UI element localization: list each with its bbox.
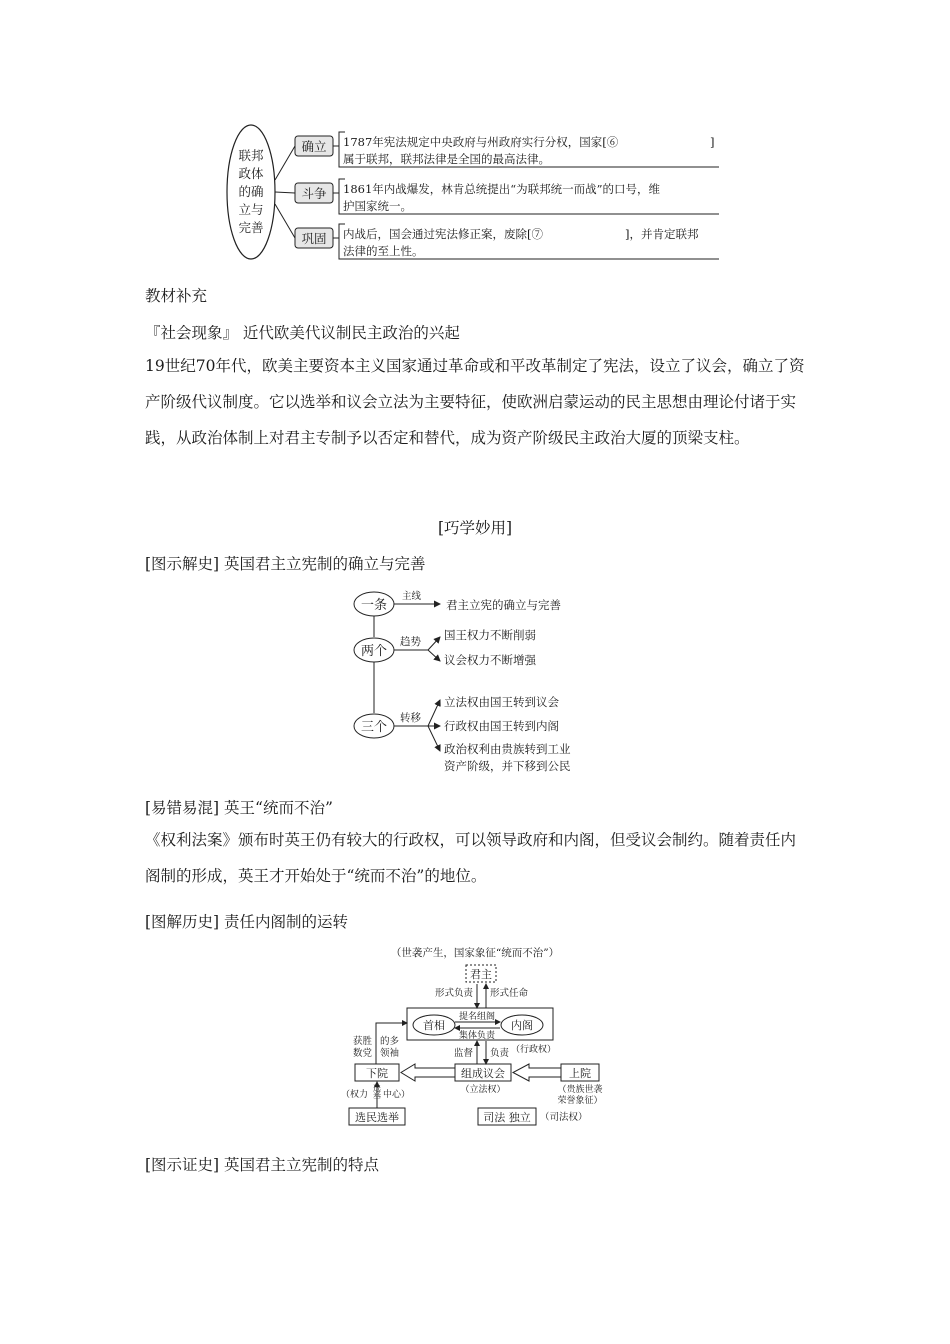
node-liangge: 两个 [360, 644, 388, 659]
label-nominate: 提名组阁 [458, 1012, 496, 1022]
item-6: 政治权利由贵族转到工业 [444, 742, 571, 756]
item-1: 君主立宪的确立与完善 [446, 598, 561, 612]
row1-line1-bracket: ] [710, 135, 715, 149]
label-zhuxian: 主线 [402, 591, 422, 602]
tag-douzheng: 斗争 [301, 186, 327, 201]
item-2: 国王权力不断削弱 [444, 628, 536, 642]
row2-line1: 1861年内战爆发，林肯总统提出“为联邦统一而战”的口号，维 [343, 182, 661, 196]
row2-line2: 护国家统一。 [343, 199, 412, 213]
upper-note-1: （贵族世袭 [557, 1085, 603, 1095]
row1-line1: 1787年宪法规定中央政府与州政府实行分权，国家[⑥ [343, 135, 619, 149]
upper-note-2: 荣誉象征） [557, 1096, 603, 1106]
row1-line2: 属于联邦，联邦法律是全国的最高法律。 [343, 152, 550, 166]
item-3: 议会权力不断增强 [444, 653, 536, 667]
label-power-center: （权力 [341, 1090, 369, 1100]
oval-text-4: 立与 [238, 202, 264, 217]
cabinet-diagram [335, 940, 615, 1130]
label-collective: 集体负责 [458, 1031, 496, 1041]
supplement-body: 19世纪70年代，欧美主要资本主义国家通过革命或和平改革制定了宪法，设立了议会，确立了资产阶级代议制度。它以选举和议会立法为主要特征，使欧洲启蒙运动的民主思想由理论付诸于实践，从政治体制上对君主专制予以否定和替代，成为资产阶级民主政治大厦的顶梁支柱。 [145, 357, 805, 447]
item-5: 行政权由国王转到内阁 [444, 719, 559, 733]
label-responsible: 负责 [490, 1048, 510, 1059]
top-note: （世袭产生，国家象征“统而不治”） [390, 947, 560, 959]
voters-box: 选民选举 [355, 1111, 399, 1124]
label-leader-2: 领袖 [380, 1048, 400, 1059]
cabinet-node: 内阁 [511, 1019, 533, 1032]
yicuo-heading: [易错易混] 英王“统而不治” [145, 799, 333, 817]
row3-line1: 内战后，国会通过宪法修正案，废除[⑦ [343, 227, 543, 241]
evidence-heading: [图示证史] 英国君主立宪制的特点 [145, 1156, 380, 1174]
oval-text-2: 政体 [238, 166, 264, 181]
oval-text-1: 联邦 [238, 148, 264, 163]
label-formal-resp: 形式负责 [434, 988, 473, 999]
row3-line2: 法律的至上性。 [343, 244, 424, 258]
item-4: 立法权由国王转到议会 [444, 695, 559, 709]
supplement-subheading: 『社会现象』 近代欧美代议制民主政治的兴起 [145, 324, 460, 342]
label-exec-power: （行政权） [511, 1045, 557, 1055]
tag-gonggu: 巩固 [301, 231, 327, 246]
label-qushi: 趋势 [400, 636, 421, 648]
yicuo-body: 《权利法案》颁布时英王仍有较大的行政权，可以领导政府和内阁，但受议会制约。随着责任内阁制的形成，英王才开始处于“统而不治”的地位。 [145, 831, 797, 885]
label-formal-appoint: 形式任命 [490, 988, 529, 999]
node-sange: 三个 [360, 720, 388, 735]
label-leader-1: 的多 [380, 1036, 400, 1047]
qiaoxue-heading: [巧学妙用] [437, 519, 513, 537]
diagram1-heading: [图示解史] 英国君主立宪制的确立与完善 [145, 555, 426, 573]
tag-queli: 确立 [301, 139, 327, 154]
federal-diagram [225, 122, 725, 267]
row3-line1-rest: ]，并肯定联邦 [625, 227, 699, 241]
oval-text-5: 完善 [238, 220, 264, 235]
pm-node: 首相 [423, 1019, 445, 1032]
item-7: 资产阶级，并下移到公民 [444, 759, 571, 773]
judiciary-box: 司法 独立 [483, 1111, 531, 1124]
supplement-heading: 教材补充 [145, 287, 208, 305]
label-jud-power: （司法权） [540, 1112, 588, 1123]
upper-house: 上院 [569, 1067, 591, 1080]
label-supervise: 监督 [453, 1048, 473, 1059]
label-leg-power: （立法权） [460, 1085, 506, 1095]
parliament-box: 组成议会 [461, 1067, 505, 1080]
oval-text-3: 的确 [238, 184, 264, 199]
lower-house: 下院 [366, 1067, 388, 1080]
monarchy-diagram [350, 585, 610, 780]
label-center: 中心） [383, 1090, 411, 1100]
label-zhuanyi: 转移 [400, 712, 421, 724]
label-winner-1: 获胜 [353, 1036, 373, 1047]
monarch-box: 君主 [470, 968, 492, 981]
node-yitiao: 一条 [360, 598, 388, 613]
diagram2-heading: [图解历史] 责任内阁制的运转 [145, 913, 349, 931]
label-winner-2: 数党 [353, 1048, 373, 1059]
label-elect-vertical: 选举 [372, 1084, 382, 1100]
